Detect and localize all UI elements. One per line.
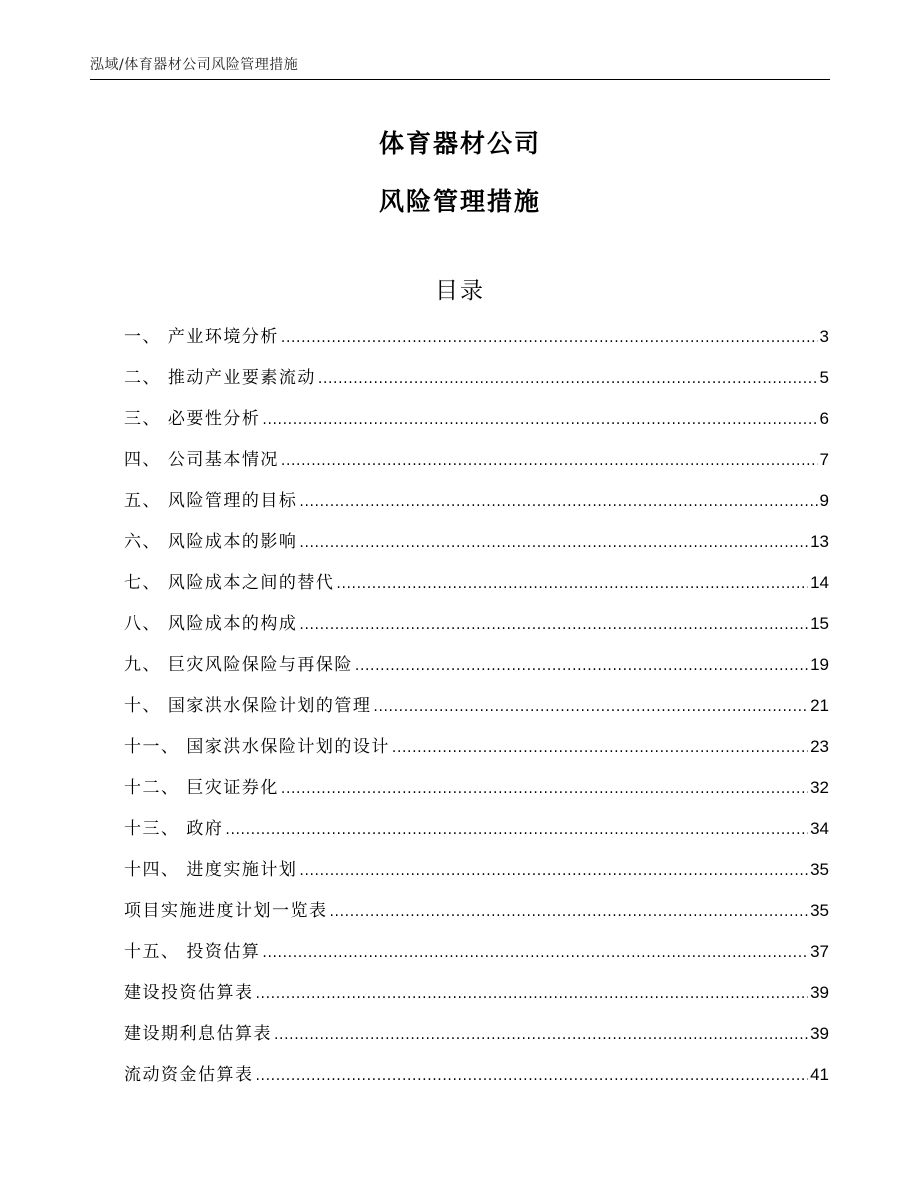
header-rule [90, 79, 830, 80]
toc-page-number: 39 [810, 1024, 829, 1043]
toc-entry[interactable] [124, 773, 829, 814]
toc-dot-leader [281, 773, 808, 803]
toc-dot-leader [318, 363, 818, 393]
toc-dot-leader [281, 445, 818, 475]
toc-dot-leader [262, 404, 817, 434]
toc-page-number: 13 [810, 532, 829, 551]
toc-dot-leader [299, 527, 808, 557]
toc-entry-label: 建设期利息估算表 [124, 1024, 272, 1044]
toc-entry[interactable] [124, 691, 829, 732]
toc-entry-label: 六、 风险成本的影响 [124, 532, 298, 552]
toc-entry[interactable] [124, 322, 829, 363]
toc-entry[interactable] [124, 404, 829, 445]
toc-dot-leader [299, 609, 808, 639]
toc-page-number: 34 [810, 819, 829, 838]
toc-page-number: 35 [810, 860, 829, 879]
toc-page-number: 5 [819, 368, 829, 387]
toc-page-number: 15 [810, 614, 829, 633]
document-title-line-2: 风险管理措施 [378, 187, 541, 216]
toc-page-number: 23 [810, 737, 829, 756]
toc-entry-label: 八、 风险成本的构成 [124, 614, 298, 634]
toc-page-number: 37 [810, 942, 829, 961]
toc-dot-leader [225, 814, 808, 844]
table-of-contents [124, 322, 829, 1101]
toc-dot-leader [256, 1060, 809, 1090]
toc-dot-leader [262, 937, 808, 967]
toc-entry[interactable] [124, 732, 829, 773]
toc-entry-label: 十二、 巨灾证券化 [124, 778, 279, 798]
toc-dot-leader [336, 568, 808, 598]
toc-heading: 目录 [435, 278, 485, 304]
toc-entry-label: 一、 产业环境分析 [124, 327, 279, 347]
toc-page-number: 6 [819, 409, 829, 428]
toc-entry[interactable] [124, 568, 829, 609]
toc-entry[interactable] [124, 486, 829, 527]
toc-entry-label: 十一、 国家洪水保险计划的设计 [124, 737, 390, 757]
toc-page-number: 32 [810, 778, 829, 797]
toc-entry[interactable] [124, 1019, 829, 1060]
toc-dot-leader [299, 486, 817, 516]
toc-page-number: 9 [819, 491, 829, 510]
toc-page-number: 39 [810, 983, 829, 1002]
toc-entry-label: 项目实施进度计划一览表 [124, 901, 328, 921]
toc-entry[interactable] [124, 363, 829, 404]
toc-dot-leader [373, 691, 808, 721]
toc-entry[interactable] [124, 937, 829, 978]
toc-page-number: 19 [810, 655, 829, 674]
toc-entry[interactable] [124, 855, 829, 896]
toc-page-number: 41 [810, 1065, 829, 1084]
toc-page-number: 14 [810, 573, 829, 592]
running-header: 泓域/体育器材公司风险管理措施 [90, 57, 299, 73]
toc-entry-label: 九、 巨灾风险保险与再保险 [124, 655, 353, 675]
toc-entry[interactable] [124, 814, 829, 855]
toc-dot-leader [330, 896, 809, 926]
toc-entry-label: 二、 推动产业要素流动 [124, 368, 316, 388]
toc-entry-label: 十三、 政府 [124, 819, 224, 839]
toc-entry-label: 四、 公司基本情况 [124, 450, 279, 470]
toc-dot-leader [392, 732, 808, 762]
toc-page-number: 21 [810, 696, 829, 715]
toc-dot-leader [299, 855, 808, 885]
toc-entry[interactable] [124, 609, 829, 650]
document-title-line-1: 体育器材公司 [378, 129, 541, 158]
toc-dot-leader [355, 650, 808, 680]
toc-entry[interactable] [124, 896, 829, 937]
toc-page-number: 35 [810, 901, 829, 920]
toc-entry[interactable] [124, 445, 829, 486]
toc-entry-label: 七、 风险成本之间的替代 [124, 573, 335, 593]
toc-entry-label: 十四、 进度实施计划 [124, 860, 298, 880]
toc-page-number: 7 [819, 450, 829, 469]
toc-entry-label: 流动资金估算表 [124, 1065, 254, 1085]
toc-entry-label: 建设投资估算表 [124, 983, 254, 1003]
toc-entry-label: 三、 必要性分析 [124, 409, 261, 429]
toc-entry-label: 五、 风险管理的目标 [124, 491, 298, 511]
toc-entry[interactable] [124, 978, 829, 1019]
toc-entry[interactable] [124, 527, 829, 568]
toc-dot-leader [281, 322, 818, 352]
toc-entry-label: 十五、 投资估算 [124, 942, 261, 962]
toc-dot-leader [256, 978, 809, 1008]
toc-dot-leader [274, 1019, 808, 1049]
toc-entry-label: 十、 国家洪水保险计划的管理 [124, 696, 372, 716]
toc-entry[interactable] [124, 650, 829, 691]
toc-page-number: 3 [819, 327, 829, 346]
toc-entry[interactable] [124, 1060, 829, 1101]
